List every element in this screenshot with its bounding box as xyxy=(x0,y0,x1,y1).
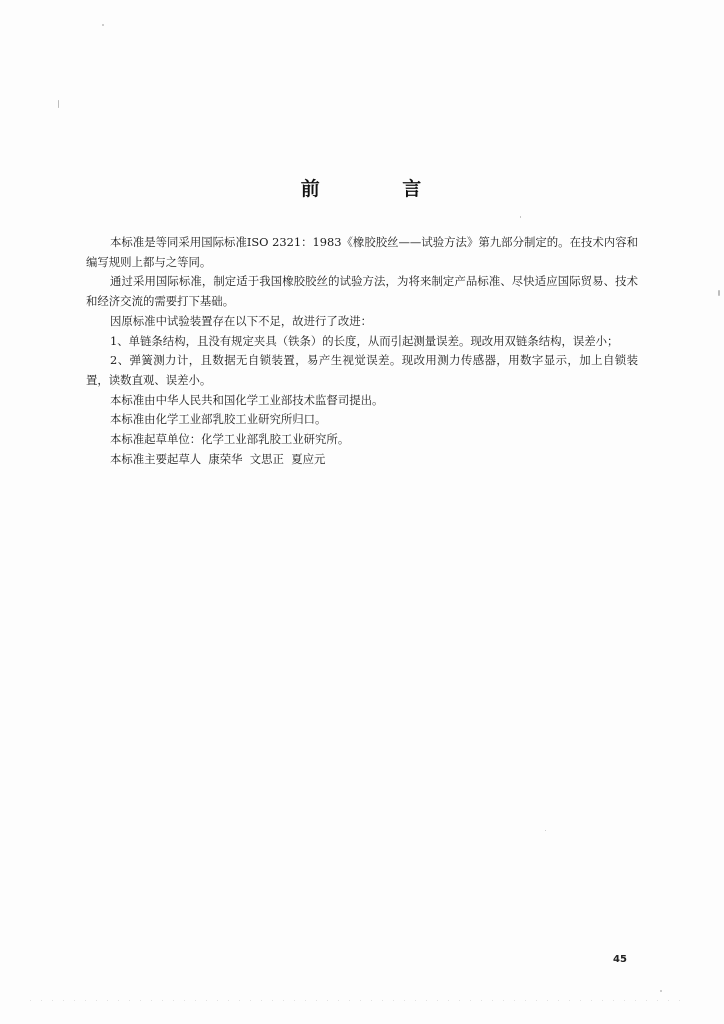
scan-speck xyxy=(102,24,104,26)
paragraph-improvements-intro: 因原标准中试验装置存在以下不足，故进行了改进： xyxy=(110,313,372,328)
scan-speck xyxy=(718,290,720,296)
page-number: 45 xyxy=(613,954,627,965)
scan-speck xyxy=(58,100,59,108)
scan-edge-noise xyxy=(30,1000,690,1001)
page-title: 前 言 xyxy=(300,178,460,200)
document-body xyxy=(86,233,638,469)
scan-speck xyxy=(520,216,521,218)
paragraph-improvement-2: 2、弹簧测力计，且数据无自锁装置，易产生视觉误差。现改用测力传感器，用数字显示，加上自锁装置，读数直观、误差小。 xyxy=(86,353,638,387)
paragraph-drafters: 本标准主要起草人 康荣华 文思正 夏应元 xyxy=(110,451,326,466)
paragraph-adoption: 本标准是等同采用国际标准ISO 2321：1983《橡胶胶丝——试验方法》第九部分制定的。在技术内容和编写规则上都与之等同。 xyxy=(86,235,638,269)
scan-speck xyxy=(660,990,662,992)
paragraph-improvement-1: 1、单链条结构，且没有规定夹具（铁条）的长度，从而引起测量误差。现改用双链条结构，误差小； xyxy=(110,333,619,348)
paragraph-administrator: 本标准由化学工业部乳胶工业研究所归口。 xyxy=(110,412,327,427)
paragraph-proposer: 本标准由中华人民共和国化学工业部技术监督司提出。 xyxy=(110,392,384,407)
paragraph-purpose: 通过采用国际标准，制定适于我国橡胶胶丝的试验方法，为将来制定产品标准、尽快适应国际贸易、技术和经济交流的需要打下基础。 xyxy=(86,274,638,309)
paragraph-drafting-unit: 本标准起草单位：化学工业部乳胶工业研究所。 xyxy=(110,432,350,447)
scan-speck xyxy=(545,830,546,831)
